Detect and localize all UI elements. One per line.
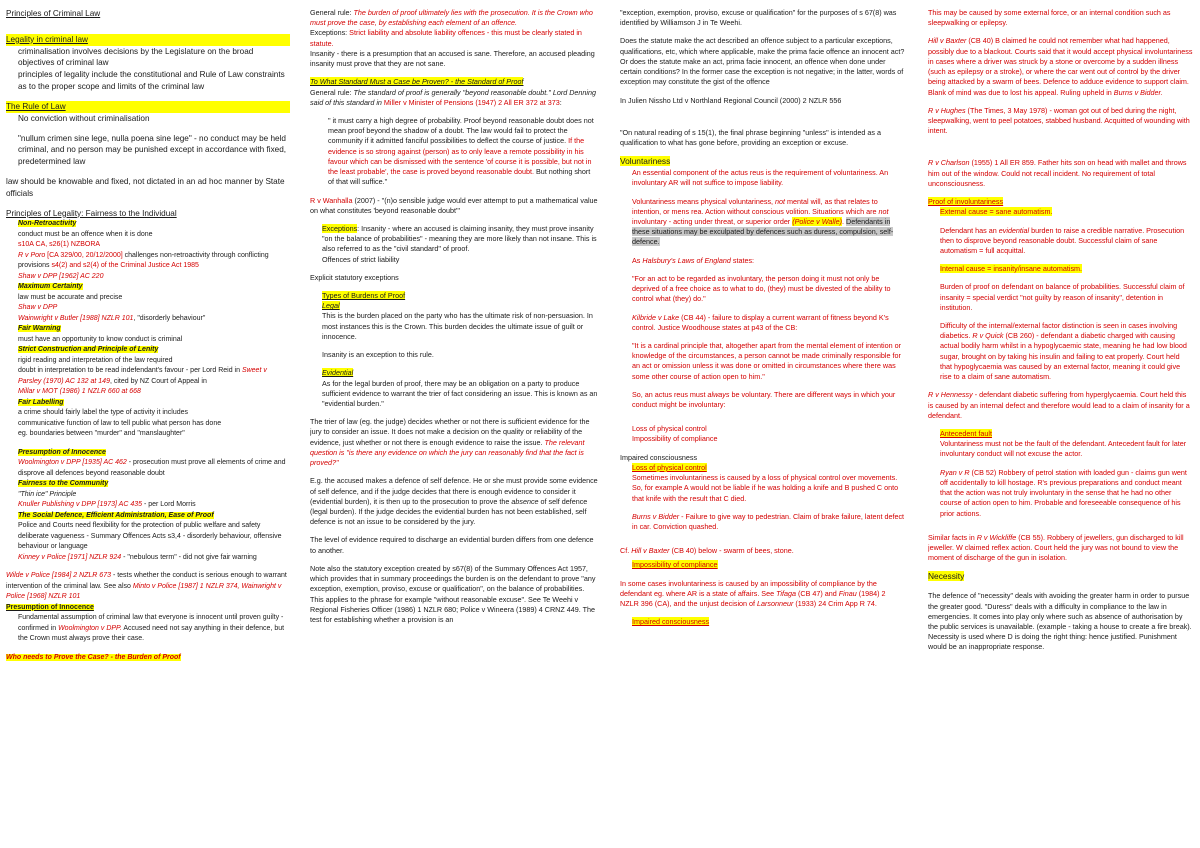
fairness-community-heading: Fairness to the Community: [18, 480, 109, 488]
trier-of-law-paragraph: The trier of law (eg. the judge) decides whether or not there is sufficient evidence for the jury to consider an issue. It does not make a decision on the quality or reliability of the evidence, just whether or not there is enough evidence to raise the issue. The relevant question is "is there any evidence on which the jury can reasonably find that the fact is proved?": [310, 417, 590, 468]
kilbride-quote: "It is a cardinal principle that, altogether apart from the mental element of intention or knowledge of the circumstances, a person cannot be made criminally responsible for an act or omission unless it was done or omitted in circumstances where there was some other course of action open to him.": [632, 340, 902, 381]
column-2: [310, 8, 598, 844]
general-rule-burden: General rule: The burden of proof ultimately lies with the prosecution. It is the Crown who must prove the case, by establishing each element of an offence.: [310, 8, 593, 28]
impaired-consciousness-heading: Impaired consciousness: [632, 617, 710, 627]
impossibility-text: In some cases involuntariness is caused by an impossibility of compliance by the defendant eg. where AR is a state of affairs. See Tifaga (CB 47) and Finau (1984) 2 NZLR 396 (CA), and the unjust decision of Larsonneur (1933) 24 Crim App R 74.: [620, 578, 886, 609]
strict-construction-heading: Strict Construction and Principle of Lenity: [18, 346, 159, 354]
r-v-hennessy-case: R v Hennessy - defendant diabetic suffering from hyperglycaemia. Court held this is caused by an internal defect and therefore would lead to a claim of insanity for a defendant.: [928, 390, 1190, 420]
presumption-innocence-heading-2: Presumption of Innocence: [6, 603, 94, 611]
explicit-exceptions: Explicit statutory exceptions: [310, 272, 399, 282]
voluntariness-1: An essential component of the actus reus is the requirement of voluntariness. An involuntary AR will not suffice to impose liability.: [632, 168, 889, 188]
strict-construction-4: Millar v MOT (1986) 1 NZLR 660 at 668: [18, 388, 141, 396]
presumption-innocence-paragraph: Fundamental assumption of criminal law that everyone is innocent until proven guilty - confirmed in Woolmington v DPP. Accused need not say anything in their defence, but the Crown must always prove their case.: [18, 614, 285, 643]
fair-labelling-2: communicative function of law to tell public what person has done: [18, 419, 222, 427]
internal-cause-heading: Internal cause = insanity/insane automatism.: [940, 264, 1083, 274]
non-retroactivity-2: s10A CA, s26(1) NZBORA: [18, 241, 101, 249]
involuntary-type-3: Impaired consciousness: [620, 452, 698, 462]
exceptions-strict-liability: Exceptions: Strict liability and absolute liability offences - this must be clearly stated in statute.: [310, 28, 582, 48]
denning-quote: " it must carry a high degree of probability. Proof beyond reasonable doubt does not mean proof beyond the shadow of a doubt. The law would fail to protect the community if it admitted fanciful possibilities to deflect the course of justice. If the evidence is so strong against (person) as to only leave a remote possibility in his favour which can be dismissed with the sentence 'of course it is possible, but not in the least probable', the case is proved beyond reasonable doubt. But nothing short of that will suffice.": [328, 115, 594, 187]
fairness-heading: Principles of Legality: Fairness to the Individual: [6, 208, 177, 218]
legal-burden-text: This is the burden placed on the party who has the ultimate risk of non-persuasion. In most instances this is the Crown. This burden decides the ultimate issue of guilt or innocence.: [322, 311, 593, 341]
legality-bullet-2: principles of legality include the constitutional and Rule of Law constraints as to the proper scope and limits of the criminal law: [18, 70, 285, 92]
external-cause-text: Defendant has an evidential burden to raise a credible narrative. Prosecution then to disprove beyond reasonable doubt. Successful claim of sane automatism = full acquittal.: [940, 225, 1185, 255]
fairness-community-1: "Thin ice" Principle: [18, 490, 77, 498]
non-retroactivity-1: conduct must be an offence when it is done: [18, 230, 153, 238]
wilde-paragraph: Wilde v Police [1984] 2 NZLR 673 - tests whether the conduct is serious enough to warrant intervention of the criminal law. See also Minto v Police [1987] 1 NZLR 374, Wainwright v Police [1968] NZLR 101: [6, 572, 287, 601]
wanhalla-paragraph: R v Wanhalla (2007) - "(n)o sensible judge would ever attempt to put a mathematical value on what constitutes 'beyond reasonable doubt'": [310, 195, 598, 215]
nullum-crimen-text: "nullum crimen sine lege, nulla poena sine lege" - no conduct may be held criminal, and no person may be punished except in accordance with fixed, predetermined law: [18, 133, 287, 167]
level-of-evidence: The level of evidence required to discharge an evidential burden differs from one defence to another.: [310, 535, 594, 555]
general-rule-standard: General rule: The standard of proof is generally "beyond reasonable doubt." Lord Denning said of this standard in Miller v Minister of Pensions (1947) 2 All ER 372 at 373:: [310, 87, 596, 107]
maximum-certainty-3: Wainwright v Butler [1988] NZLR 101, "disorderly behaviour": [18, 314, 206, 322]
page-title: Principles of Criminal Law: [6, 9, 101, 18]
fair-labelling-heading: Fair Labelling: [18, 398, 64, 406]
strict-construction-1: rigid reading and interpretation of the law required: [18, 356, 173, 364]
column-4: [928, 8, 1193, 844]
involuntary-type-2: Impossibility of compliance: [632, 434, 718, 444]
loss-physical-control-heading: Loss of physical control: [632, 462, 707, 472]
rule-of-law-text: No conviction without criminalisation: [18, 113, 150, 123]
self-defence-example: E.g. the accused makes a defence of self defence. He or she must provide some evidence of self defence, and if the judge decides that there is enough evidence to consider it (evidential burden), it is then up to the prosecution to prove the absence of self defence (legal burden). If the judge decides the evidential burden has not been established, self defence is not an issue to be considered by the jury.: [310, 476, 598, 527]
fairness-community-2: Knuller Publishing v DPP [1973] AC 435 - per Lord Morris: [18, 501, 196, 509]
fair-warning-heading: Fair Warning: [18, 325, 61, 333]
legality-heading: Legality in criminal law: [6, 34, 290, 46]
proof-involuntariness-heading: Proof of involuntariness: [928, 197, 1004, 207]
legal-burden-heading: Legal: [322, 301, 340, 311]
burns-v-bidder: Burns v Bidder - Failure to give way to pedestrian. Claim of brake failure, latent defect in car. Conviction quashed.: [632, 511, 905, 532]
voluntariness-heading: Voluntariness: [620, 156, 671, 167]
r-v-wickliffe-case: Similar facts in R v Wickliffe (CB 55). Robbery of jewellers, gun discharged to kill jeweller. W claimed reflex action. Court held the jury was not bound to view the moment of discharge of the gun in isolation.: [928, 532, 1184, 563]
antecedent-fault-heading: Antecedent fault: [940, 429, 992, 438]
external-cause-heading: External cause = sane automatism.: [940, 207, 1053, 217]
antecedent-fault-text: Voluntariness must not be the fault of the defendant. Antecedent fault for later involuntary conduct will not excuse the actor.: [940, 439, 1187, 459]
presumption-innocence-1: Woolmington v DPP [1935] AC 462 - prosecution must prove all elements of crime and disprove all defences beyond reasonable doubt: [18, 459, 286, 477]
statutory-exception-note: Note also the statutory exception created by s67(8) of the Summary Offences Act 1957, which provides that in summary proceedings the burden is on the defendant to prove "any exception, exemption, proviso, excuse or qualification", on the balance of probabilities. This applies to the phrase for example "without reasonable excuse". See Te Weehi v Regional Fisheries Officer (1986) 1 NZLR 680; Police v Wineera (1989) 4 CRNZ 449. The test for establishing whether a provision is an: [310, 563, 596, 624]
presumption-innocence-heading: Presumption of Innocence: [18, 448, 106, 456]
non-retroactivity-heading: Non-Retroactivity: [18, 220, 77, 228]
internal-cause-text: Burden of proof on defendant on balance of probabilities. Successful claim of insanity = special verdict "not guilty by reason of insanity", detention in institution.: [940, 282, 1185, 312]
necessity-text: The defence of "necessity" deals with avoiding the greater harm in order to pursue the greater good. "Duress" deals with a difficulty in compliance to the law in emergencies. It comes into play only where such as absence of authorisation by the public services is unavailable. (example - taking a house to create a fire break). Necessity is used where D is doing the right thing: hence justified. Punishment would be an inappropriate response.: [928, 591, 1192, 652]
diabetics-paragraph: Difficulty of the internal/external factor distinction is seen in cases involving diabetics. R v Quick (CB 260) - defendant a diabetic charged with causing actual bodily harm whilst in a hypoglycaemic state, meaning he had low blood sugar, brought on by taking his insulin and failing to eat properly. Court held that hypoglycaemia was caused by an external factor, meaning it could give rise to a claim of sane automatism.: [940, 321, 1187, 382]
legality-bullet-1: criminalisation involves decisions by the Legislature on the broad objectives of criminal law: [18, 46, 254, 68]
natural-reading-quote: "On natural reading of s 15(1), the final phrase beginning "unless" is intended as a qualification to what has gone before, providing an exception or excuse.: [620, 127, 881, 147]
non-retroactivity-3: R v Poro [CA 329/00, 20/12/2000] challenges non-retroactivity through conflicting provisions s4(2) and s2(4) of the Criminal Justice Act 1985: [18, 251, 269, 270]
standard-of-proof-heading: To What Standard Must a Case be Proven? - the Standard of Proof: [310, 77, 524, 87]
evidential-burden-heading: Evidential: [322, 368, 354, 378]
burden-of-proof-heading: Who needs to Prove the Case? - the Burden of Proof: [6, 653, 181, 661]
column-1: [6, 8, 290, 844]
necessity-heading: Necessity: [928, 571, 965, 582]
evidential-burden-text: As for the legal burden of proof, there may be an obligation on a party to produce sufficient evidence to warrant the trier of fact considering an issue. This is known as an "evidential burden.": [322, 378, 598, 408]
loss-physical-control-text: Sometimes involuntariness is caused by a loss of physical control over movements. So, for example A would not be liable if he was holding a knife and B pushed C onto that knife with the result that C died.: [632, 473, 899, 503]
r-v-hughes-case: R v Hughes (The Times, 3 May 1978) - woman got out of bed during the night, sleepwalking, went to peel potatoes, stabbed husband. Acquitted of wounding with intent.: [928, 105, 1190, 136]
impaired-cause: This may be caused by some external force, or an internal condition such as sleepwalking or epilepsy.: [928, 8, 1171, 28]
maximum-certainty-1: law must be accurate and precise: [18, 293, 123, 301]
actus-reus-voluntary: So, an actus reus must always be voluntary. There are different ways in which your conduct might be involuntary:: [632, 389, 896, 410]
halsbury-intro: As Halsbury's Laws of England states:: [632, 255, 755, 265]
strict-liability-offences: Offences of strict liability: [322, 254, 400, 264]
column-3: [620, 8, 905, 844]
voluntariness-2: Voluntariness means physical voluntariness, not mental will, as that relates to intention, or mens rea. Action without conscious volition. Situations which are not involuntary - acting under threat, or superior order (Police v Walle). Defendants in these situations may be exculpated by defences such as duress, compulsion, self-defence.: [632, 196, 894, 247]
social-defence-1: Police and Courts need flexibility for the protection of public welfare and safety: [18, 522, 261, 530]
r-v-charlson-case: R v Charlson (1955) 1 All ER 859. Father hits son on head with mallet and throws him out of the window. Could not recall incident. No requirement of total unconsciousness.: [928, 158, 1187, 188]
fair-labelling-1: a crime should fairly label the type of activity it includes: [18, 409, 189, 417]
social-defence-heading: The Social Defence, Efficient Administration, Ease of Proof: [18, 511, 214, 519]
social-defence-2: deliberate vagueness - Summary Offences Acts s3,4 - disorderly behaviour, offensive behaviour or language: [18, 532, 282, 551]
strict-construction-2: doubt in interpretation to be read indefendant's favour - per Lord Reid in Sweet v Parsley (1970) AC 132 at 149, cited by NZ Court of Appeal in: [18, 367, 267, 385]
julien-nissho-case: In Julien Nissho Ltd v Northland Regional Council (2000) 2 NZLR 556: [620, 95, 842, 105]
maximum-certainty-2: Shaw v DPP: [18, 304, 58, 312]
rule-of-law-heading: The Rule of Law: [6, 101, 290, 113]
kilbride-case: Kilbride v Lake (CB 44) - failure to display a current warrant of fitness beyond K's control. Justice Woodhouse states at p43 of the CB:: [632, 312, 889, 332]
involuntary-type-1: Loss of physical control: [632, 424, 707, 434]
hill-v-baxter-case: Hill v Baxter (CB 40) B claimed he could not remember what had happened, possibly due to a blackout. Courts said that it would accept physical involuntariness in cases where a driver was struck by a stone or overcome by a sudden illness (such as epilepsy or a stroke), or where the car went out of control by the driver being attacked by a swarm of bees. Defence to adduce evidence to support claim. Blank of mind was due to lost his appeal. Ruling upheld in Burns v Bidder.: [928, 36, 1193, 97]
fair-labelling-3: eg. boundaries between "murder" and "manslaughter": [18, 430, 185, 438]
insanity-exception: Insanity is an exception to this rule.: [322, 350, 434, 360]
maximum-certainty-heading: Maximum Certainty: [18, 283, 83, 291]
statute-question: Does the statute make the act described an offence subject to a particular exceptions, qualifications, etc, which where applicable, make the prima facie offence an innocent act? Or does the statute make an act, prima facie innocent, an offence when done under certain conditions? In the former case the exception is not negative; in the latter, words of exception may constitute the gist of the offence: [620, 36, 905, 87]
hill-v-baxter-ref: Cf. Hill v Baxter (CB 40) below - swarm of bees, stone.: [620, 546, 794, 556]
fair-warning-1: must have an opportunity to know conduct is criminal: [18, 335, 183, 343]
exception-definition: "exception, exemption, proviso, excuse or qualification" for the purposes of s 67(8) was identified by Williamson J in Te Weehi.: [620, 8, 897, 28]
impossibility-heading: Impossibility of compliance: [632, 560, 718, 570]
insanity-presumption: Insanity - there is a presumption that an accused is sane. Therefore, an accused pleading insanity must prove that they are not sane.: [310, 48, 595, 69]
fixed-law-text: law should be knowable and fixed, not dictated in an ad hoc manner by State officials: [6, 176, 285, 198]
types-of-burdens-heading: Types of Burdens of Proof: [322, 291, 406, 301]
halsbury-quote: "For an act to be regarded as involuntary, the person doing it must not only be deprived of a free choice as to what to do, (they) must be divested of the ability to control what (they) do.": [632, 273, 891, 304]
non-retroactivity-4: Shaw v DPP [1962] AC 220: [18, 272, 104, 280]
social-defence-3: Kinney v Police [1971] NZLR 924 - "nebulous term" - did not give fair warning: [18, 553, 257, 561]
exceptions-insanity: Exceptions: Insanity - where an accused is claiming insanity, they must prove insanity "on the balance of probabilities" - meaning they are more likely than not insane. This is also referred to as the "civil standard" of proof.: [322, 223, 597, 254]
ryan-v-r-case: Ryan v R (CB 52) Robbery of petrol station with loaded gun - claims gun went off accidentally to kill hostage. R's previous preparations and conduct meant that the action was not truly involuntary in the sense that he had no other course of action open to him. Probable and foreseeable consequence of his prior actions.: [940, 467, 1187, 518]
